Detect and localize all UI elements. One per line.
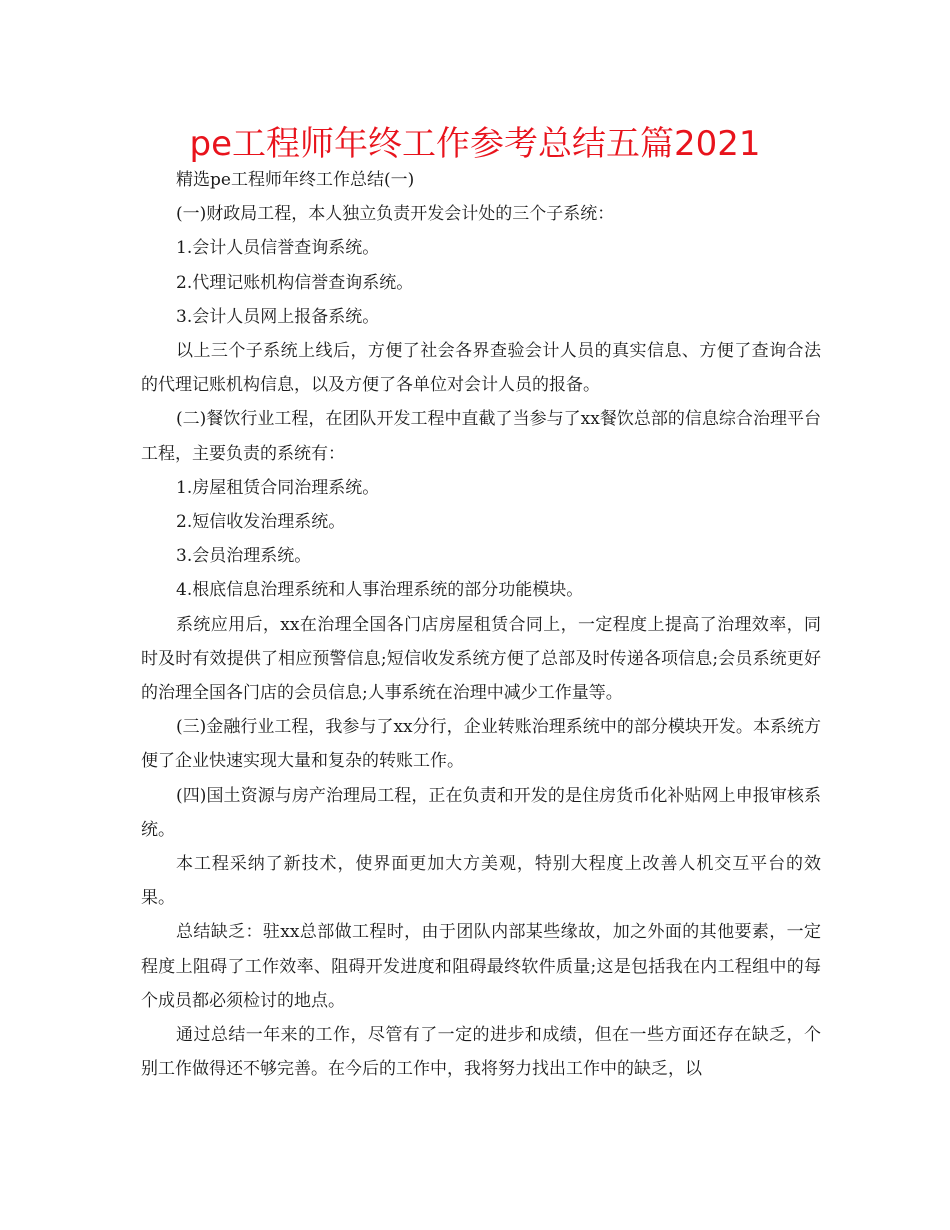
paragraph-finance-industry-project: (三)金融行业工程，我参与了xx分行，企业转账治理系统中的部分模块开发。本系统方便了企业快速实现大量和复杂的转账工作。 — [141, 717, 821, 772]
list-item: 4.根底信息治理系统和人事治理系统的部分功能模块。 — [176, 580, 584, 601]
list-item: 3.会计人员网上报备系统。 — [176, 306, 380, 327]
paragraph: 系统应用后，xx在治理全国各门店房屋租赁合同上，一定程度上提高了治理效率，同时及时有效提供了相应预警信息;短信收发系统方便了总部及时传递各项信息;会员系统更好的治理全国各门店的会员信息;人事系统在治理中减少工作量等。 — [141, 614, 821, 704]
paragraph: 本工程采纳了新技术，使界面更加大方美观，特别大程度上改善人机交互平台的效果。 — [141, 854, 821, 909]
list-item: 1.房屋租赁合同治理系统。 — [176, 477, 380, 498]
list-item: 3.会员治理系统。 — [176, 546, 312, 567]
document-body — [141, 163, 821, 1086]
paragraph-land-resources-project: (四)国土资源与房产治理局工程，正在负责和开发的是住房货币化补贴网上申报审核系统。 — [141, 785, 821, 840]
paragraph-shortcomings: 总结缺乏：驻xx总部做工程时，由于团队内部某些缘故，加之外面的其他要素，一定程度上阻碍了工作效率、阻碍开发进度和阻碍最终软件质量;这是包括我在内工程组中的每个成员都必须检讨的地点。 — [141, 922, 821, 1011]
list-item: 1.会计人员信誉查询系统。 — [176, 238, 380, 259]
paragraph-summary: 通过总结一年来的工作，尽管有了一定的进步和成绩，但在一些方面还存在缺乏，个别工作做得还不够完善。在今后的工作中，我将努力找出工作中的缺乏，以 — [141, 1025, 821, 1080]
paragraph-section-heading: 精选pe工程师年终工作总结(一) — [176, 170, 415, 190]
document-title: pe工程师年终工作参考总结五篇2021 — [189, 124, 761, 164]
paragraph-catering-project: (二)餐饮行业工程，在团队开发工程中直截了当参与了xx餐饮总部的信息综合治理平台工程，主要负责的系统有： — [141, 409, 821, 464]
list-item: 2.代理记账机构信誉查询系统。 — [176, 272, 414, 293]
paragraph: 以上三个子系统上线后，方便了社会各界查验会计人员的真实信息、方便了查询合法的代理记账机构信息，以及方便了各单位对会计人员的报备。 — [141, 341, 821, 396]
list-item: 2.短信收发治理系统。 — [176, 512, 346, 533]
paragraph-finance-bureau-project: (一)财政局工程，本人独立负责开发会计处的三个子系统： — [176, 204, 615, 225]
